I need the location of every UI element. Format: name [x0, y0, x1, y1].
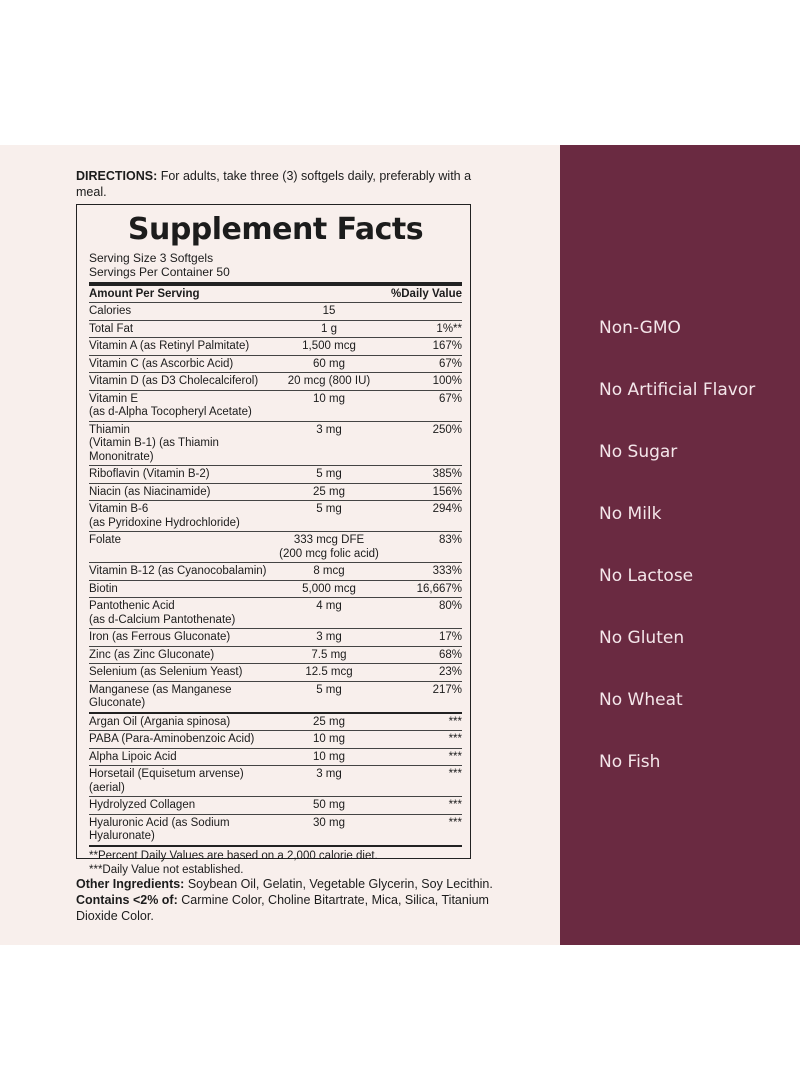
- nutrient-daily-value: 167%: [432, 340, 462, 352]
- nutrient-name: Zinc (as Zinc Gluconate): [89, 648, 215, 661]
- nutrient-row: [89, 500, 462, 531]
- nutrient-name: PABA (Para-Aminobenzoic Acid): [89, 733, 255, 745]
- footnote-not-established: ***Daily Value not established.: [89, 863, 244, 876]
- directions-body: For adults, take three (3) softgels daily, preferably with a meal.: [76, 169, 472, 199]
- nutrient-name: Vitamin D (as D3 Cholecalciferol): [89, 375, 259, 387]
- nutrient-row: [89, 302, 462, 320]
- nutrient-daily-value: 67%: [438, 357, 462, 370]
- nutrient-amount: 50 mg: [313, 799, 345, 811]
- nutrient-name: Argan Oil (Argania spinosa): [89, 715, 231, 728]
- nutrient-row: [89, 483, 462, 501]
- nutrient-name: Calories: [89, 305, 132, 317]
- nutrient-amount: 5 mg: [316, 468, 342, 480]
- nutrient-row: [89, 646, 462, 664]
- nutrient-row: [89, 390, 462, 421]
- nutrient-row: [89, 562, 462, 580]
- claim-item: No Wheat: [599, 690, 683, 710]
- footnote-daily-values: **Percent Daily Values are based on a 2,000 calorie diet.: [89, 849, 378, 862]
- nutrient-row: [89, 320, 462, 338]
- nutrient-name: Biotin: [89, 582, 118, 595]
- nutrient-name: Manganese (as Manganese Gluconate): [89, 683, 232, 709]
- nutrient-daily-value: 294%: [432, 503, 462, 515]
- nutrient-row: [89, 765, 462, 796]
- nutrient-daily-value: 83%: [438, 534, 462, 546]
- amount-per-serving-header: Amount Per Serving: [89, 288, 200, 300]
- nutrient-daily-value: 217%: [432, 683, 462, 696]
- nutrient-daily-value: 80%: [438, 600, 462, 612]
- contains-label: Contains <2% of:: [76, 893, 178, 907]
- nutrient-amount: 25 mg: [313, 485, 345, 498]
- nutrient-name: Niacin (as Niacinamide): [89, 485, 211, 498]
- other-ingredients-text: [76, 876, 496, 924]
- nutrient-daily-value: ***: [448, 816, 462, 829]
- nutrient-daily-value: [379, 305, 462, 319]
- nutrient-row: [89, 337, 462, 355]
- nutrient-daily-value: ***: [448, 733, 462, 745]
- nutrient-daily-value: 333%: [432, 565, 462, 577]
- nutrient-amount: 15: [322, 305, 336, 317]
- nutrient-row: [89, 531, 462, 562]
- nutrient-name: Hydrolyzed Collagen: [89, 799, 196, 811]
- nutrient-rows: [89, 302, 462, 712]
- nutrient-row: [89, 663, 462, 681]
- nutrient-daily-value: ***: [448, 750, 462, 763]
- serving-size: Serving Size 3 Softgels: [89, 251, 214, 265]
- nutrient-amount: 60 mg: [313, 357, 345, 370]
- directions-text: [76, 168, 496, 200]
- daily-value-header: %Daily Value: [391, 288, 462, 300]
- nutrient-name: Vitamin A (as Retinyl Palmitate): [89, 340, 250, 352]
- nutrient-amount: 8 mcg: [313, 565, 345, 577]
- nutrient-amount: 5,000 mcg: [302, 582, 356, 595]
- nutrient-name: Total Fat: [89, 322, 134, 335]
- nutrient-amount: 3 mg: [316, 768, 342, 780]
- nutrient-amount: 333 mcg DFE (200 mcg folic acid): [279, 534, 379, 560]
- nutrient-row: [89, 465, 462, 483]
- facts-footnotes: [89, 845, 462, 877]
- nutrient-row: [89, 814, 462, 845]
- nutrient-row: [89, 796, 462, 814]
- nutrient-name: Vitamin B-6 (as Pyridoxine Hydrochloride): [89, 503, 240, 529]
- claim-item: No Sugar: [599, 442, 678, 462]
- nutrient-daily-value: ***: [448, 799, 462, 811]
- nutrient-row: [89, 730, 462, 748]
- facts-title: Supplement Facts: [127, 212, 424, 247]
- nutrient-row: [89, 628, 462, 646]
- claim-item: No Lactose: [599, 566, 694, 586]
- nutrient-daily-value: 156%: [432, 485, 462, 498]
- nutrient-name: Riboflavin (Vitamin B-2): [89, 468, 210, 480]
- other-ingredients-body: Soybean Oil, Gelatin, Vegetable Glycerin, Soy Lecithin.: [184, 877, 493, 891]
- servings-per-container: Servings Per Container 50: [89, 265, 230, 279]
- nutrient-name: Vitamin E (as d-Alpha Tocopheryl Acetate): [89, 392, 252, 418]
- claims-list: [599, 318, 755, 814]
- nutrient-name: Vitamin B-12 (as Cyanocobalamin): [89, 565, 267, 577]
- nutrient-daily-value: ***: [448, 715, 462, 728]
- nutrient-daily-value: 23%: [438, 666, 462, 678]
- nutrient-name: Iron (as Ferrous Gluconate): [89, 631, 231, 643]
- nutrient-amount: 20 mcg (800 IU): [287, 375, 371, 387]
- claim-item: Non-GMO: [599, 318, 681, 338]
- facts-header: [89, 286, 462, 302]
- nutrient-name: Horsetail (Equisetum arvense) (aerial): [89, 768, 244, 794]
- nutrient-daily-value: 17%: [438, 631, 462, 643]
- other-ingredient-rows: [89, 712, 462, 845]
- nutrient-row: [89, 748, 462, 766]
- other-ingredients-label: Other Ingredients:: [76, 877, 185, 891]
- nutrient-amount: 25 mg: [313, 715, 345, 728]
- nutrient-amount: 1 g: [321, 322, 337, 335]
- nutrient-amount: 10 mg: [313, 733, 345, 745]
- nutrient-row: [89, 421, 462, 466]
- nutrient-amount: 3 mg: [316, 423, 342, 436]
- nutrient-name: Selenium (as Selenium Yeast): [89, 666, 243, 678]
- contains-body: Carmine Color, Choline Bitartrate, Mica, Silica, Titanium Dioxide Color.: [76, 893, 489, 923]
- nutrient-row: [89, 597, 462, 628]
- nutrient-name: Folate: [89, 534, 121, 546]
- nutrient-name: Alpha Lipoic Acid: [89, 750, 177, 763]
- nutrient-name: Vitamin C (as Ascorbic Acid): [89, 357, 234, 370]
- nutrient-amount: 4 mg: [316, 600, 342, 612]
- claim-item: No Artificial Flavor: [599, 380, 756, 400]
- nutrient-amount: 5 mg: [316, 683, 342, 696]
- nutrient-amount: 12.5 mcg: [305, 666, 353, 678]
- supplement-facts-panel: [76, 204, 471, 876]
- nutrient-amount: 5 mg: [316, 503, 342, 515]
- nutrient-daily-value: 1%**: [436, 322, 462, 335]
- nutrient-daily-value: 67%: [438, 392, 462, 405]
- nutrient-row: [89, 681, 462, 712]
- claim-item: No Fish: [599, 752, 661, 772]
- nutrient-row: [89, 712, 462, 731]
- claim-item: No Gluten: [599, 628, 685, 648]
- nutrient-daily-value: 385%: [432, 468, 462, 480]
- nutrient-amount: 3 mg: [316, 631, 342, 643]
- nutrient-amount: 7.5 mg: [311, 648, 347, 661]
- nutrient-name: Hyaluronic Acid (as Sodium Hyaluronate): [89, 816, 230, 842]
- nutrient-daily-value: 68%: [438, 648, 462, 661]
- nutrient-daily-value: 250%: [432, 423, 462, 436]
- nutrient-row: [89, 580, 462, 598]
- nutrient-amount: 1,500 mcg: [302, 340, 356, 352]
- nutrient-daily-value: 16,667%: [416, 582, 462, 595]
- nutrient-daily-value: ***: [448, 768, 462, 780]
- directions-label: DIRECTIONS:: [76, 169, 158, 183]
- claim-item: No Milk: [599, 504, 662, 524]
- nutrient-name: Thiamin (Vitamin B-1) (as Thiamin Mononitrate): [89, 423, 219, 463]
- nutrient-daily-value: 100%: [432, 375, 462, 387]
- nutrient-amount: 10 mg: [313, 750, 345, 763]
- nutrient-row: [89, 372, 462, 390]
- nutrient-amount: 10 mg: [313, 392, 345, 405]
- nutrient-amount: 30 mg: [313, 816, 345, 829]
- nutrient-row: [89, 355, 462, 373]
- nutrient-name: Pantothenic Acid (as d-Calcium Pantothenate): [89, 600, 236, 626]
